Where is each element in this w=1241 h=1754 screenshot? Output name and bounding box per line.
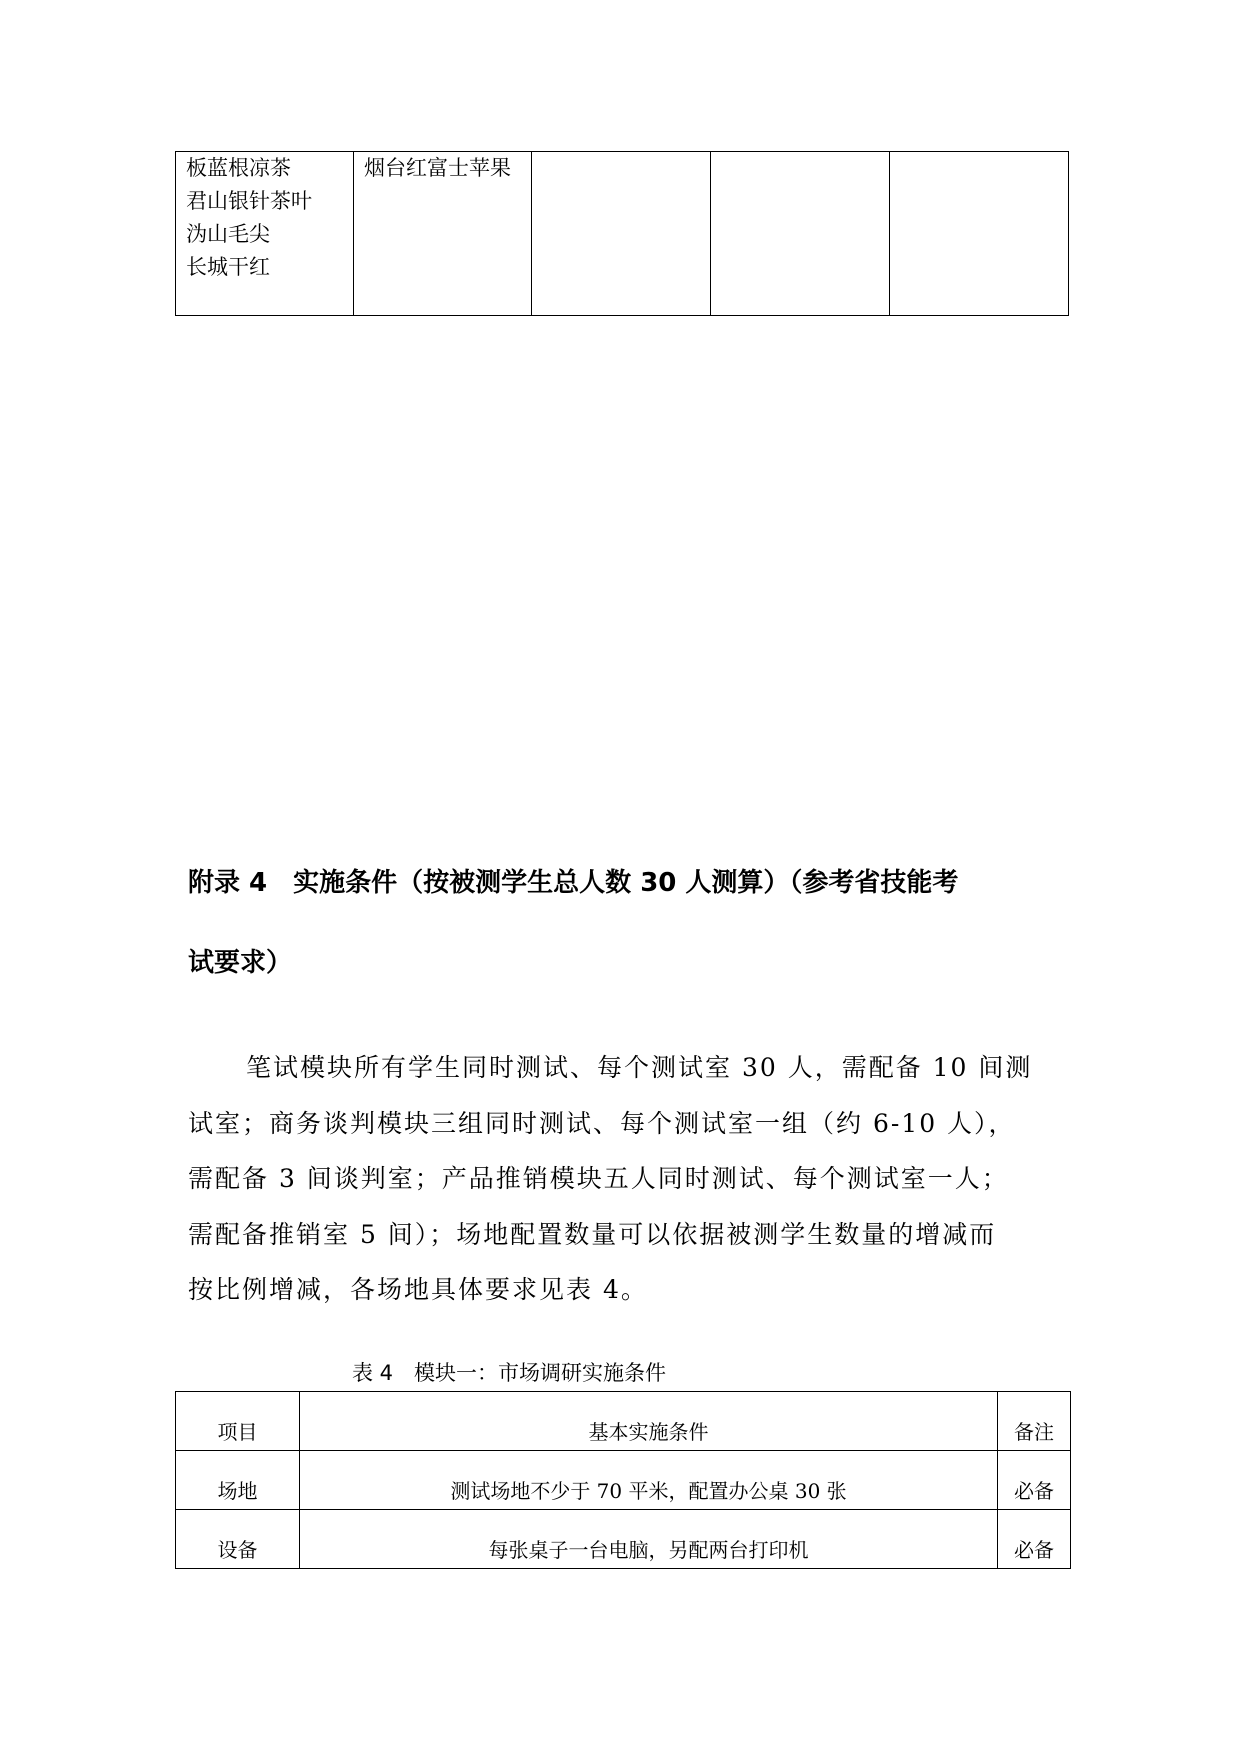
row-conditions: 每张桌子一台电脑，另配两台打印机 bbox=[300, 1510, 998, 1569]
row-remarks: 必备 bbox=[998, 1510, 1071, 1569]
row-remarks: 必备 bbox=[998, 1451, 1071, 1510]
table-cell-products-1 bbox=[176, 152, 354, 316]
paragraph-line: 需配备 3 间谈判室；产品推销模块五人同时测试、每个测试室一人； bbox=[188, 1164, 1009, 1193]
table-row bbox=[176, 152, 1069, 316]
paragraph-line: 需配备推销室 5 间）；场地配置数量可以依据被测学生数量的增减而 bbox=[188, 1220, 997, 1249]
row-conditions: 测试场地不少于 70 平米，配置办公桌 30 张 bbox=[300, 1451, 998, 1510]
table-caption: 表 4 模块一：市场调研实施条件 bbox=[352, 1361, 667, 1385]
table-cell-empty bbox=[711, 152, 890, 316]
appendix-heading-line1: 附录 4 实施条件（按被测学生总人数 30 人测算）（参考省技能考 bbox=[188, 868, 959, 898]
table-cell-empty bbox=[890, 152, 1069, 316]
row-item: 设备 bbox=[176, 1510, 300, 1569]
product-item: 烟台红富士苹果 bbox=[364, 156, 511, 180]
header-remarks: 备注 bbox=[998, 1392, 1071, 1451]
product-item: 沩山毛尖 bbox=[186, 222, 270, 246]
header-conditions: 基本实施条件 bbox=[300, 1392, 998, 1451]
paragraph-line: 试室；商务谈判模块三组同时测试、每个测试室一组（约 6-10 人）， bbox=[188, 1109, 1016, 1138]
table-row bbox=[176, 1451, 1071, 1510]
implementation-conditions-table bbox=[175, 1391, 1071, 1569]
table-cell-empty bbox=[532, 152, 711, 316]
product-item: 君山银针茶叶 bbox=[186, 189, 312, 213]
appendix-heading-line2: 试要求） bbox=[188, 948, 293, 978]
table-cell-products-2 bbox=[354, 152, 532, 316]
paragraph-line: 笔试模块所有学生同时测试、每个测试室 30 人，需配备 10 间测 bbox=[246, 1053, 1033, 1082]
table-header-row bbox=[176, 1392, 1071, 1451]
continued-product-table bbox=[175, 151, 1069, 316]
product-item: 板蓝根凉茶 bbox=[186, 156, 291, 180]
paragraph-line: 按比例增减，各场地具体要求见表 4。 bbox=[188, 1275, 648, 1304]
table-row bbox=[176, 1510, 1071, 1569]
header-item: 项目 bbox=[176, 1392, 300, 1451]
row-item: 场地 bbox=[176, 1451, 300, 1510]
product-item: 长城干红 bbox=[186, 255, 270, 279]
